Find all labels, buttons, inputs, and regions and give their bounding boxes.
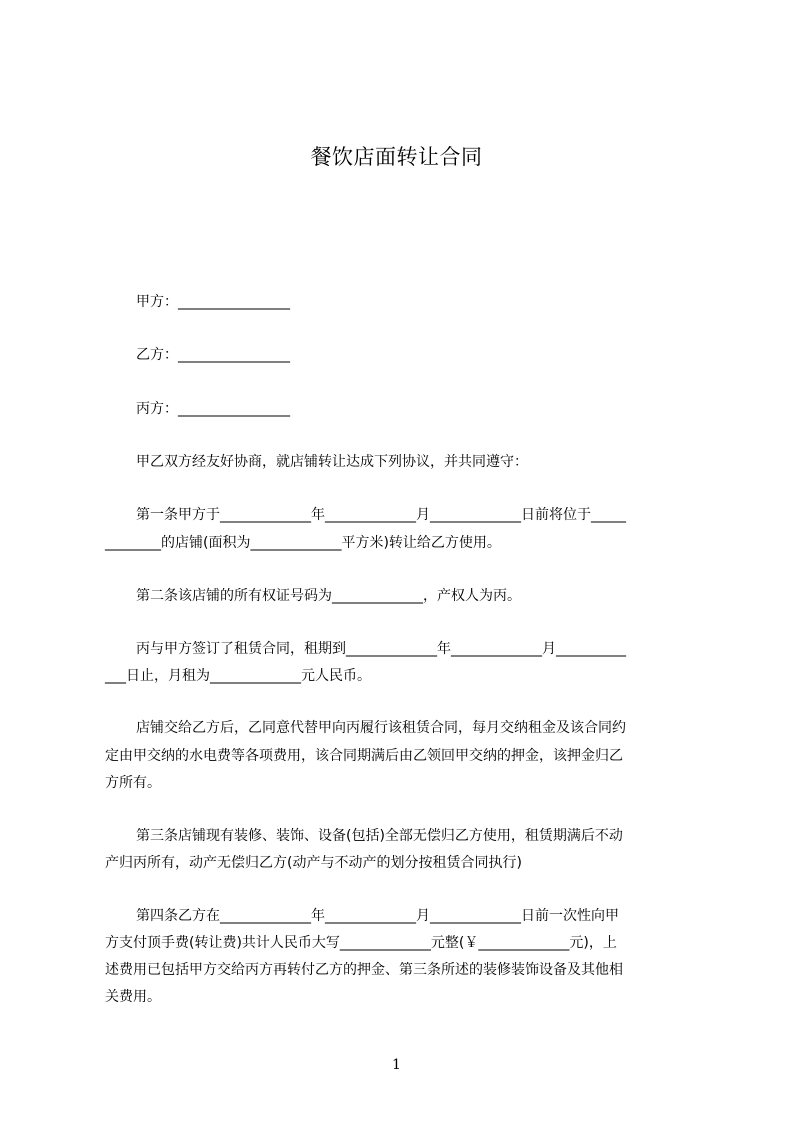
party-a-line: 甲方：________________ xyxy=(136,294,290,310)
page-number: 1 xyxy=(392,1057,401,1073)
handover-line-1: 店铺交给乙方后，乙同意代替甲向丙履行该租赁合同，每月交纳租金及该合同约 xyxy=(136,720,626,736)
article-1-line-1: 第一条甲方于_____________年_____________月_____________日前将位于_____ xyxy=(136,507,626,523)
article-2: 第二条该店铺的所有权证号码为_____________，产权人为丙。 xyxy=(136,588,521,604)
intro-paragraph: 甲乙双方经友好协商，就店铺转让达成下列协议，并共同遵守： xyxy=(136,454,528,470)
lease-line-1: 丙与甲方签订了租赁合同，租期到_____________年_____________月__________ xyxy=(136,641,626,657)
article-4-line-3: 述费用已包括甲方交给丙方再转付乙方的押金、第三条所述的装修装饰设备及其他相 xyxy=(105,962,623,978)
party-c-line: 丙方：________________ xyxy=(136,401,290,417)
document-title: 餐饮店面转让合同 xyxy=(310,145,483,169)
article-4-line-4: 关费用。 xyxy=(105,989,161,1005)
article-3-line-2: 产归丙所有，动产无偿归乙方(动产与不动产的划分按租赁合同执行) xyxy=(105,855,522,871)
lease-line-2: ___日止，月租为_____________元人民币。 xyxy=(105,668,371,684)
article-3-line-1: 第三条店铺现有装修、装饰、设备(包括)全部无偿归乙方使用，租赁期满后不动 xyxy=(136,828,623,844)
article-1-line-2: ________的店铺(面积为_____________平方米)转让给乙方使用。 xyxy=(105,535,501,551)
handover-line-2: 定由甲交纳的水电费等各项费用，该合同期满后由乙领回甲交纳的押金，该押金归乙 xyxy=(105,748,623,764)
article-4-line-2: 方支付顶手费(转让费)共计人民币大写_____________元整(￥_____________元)，上 xyxy=(105,935,617,951)
handover-line-3: 方所有。 xyxy=(105,775,161,791)
article-4-line-1: 第四条乙方在_____________年_____________月_____________日前一次性向甲 xyxy=(136,908,619,924)
party-b-line: 乙方：________________ xyxy=(136,347,290,363)
